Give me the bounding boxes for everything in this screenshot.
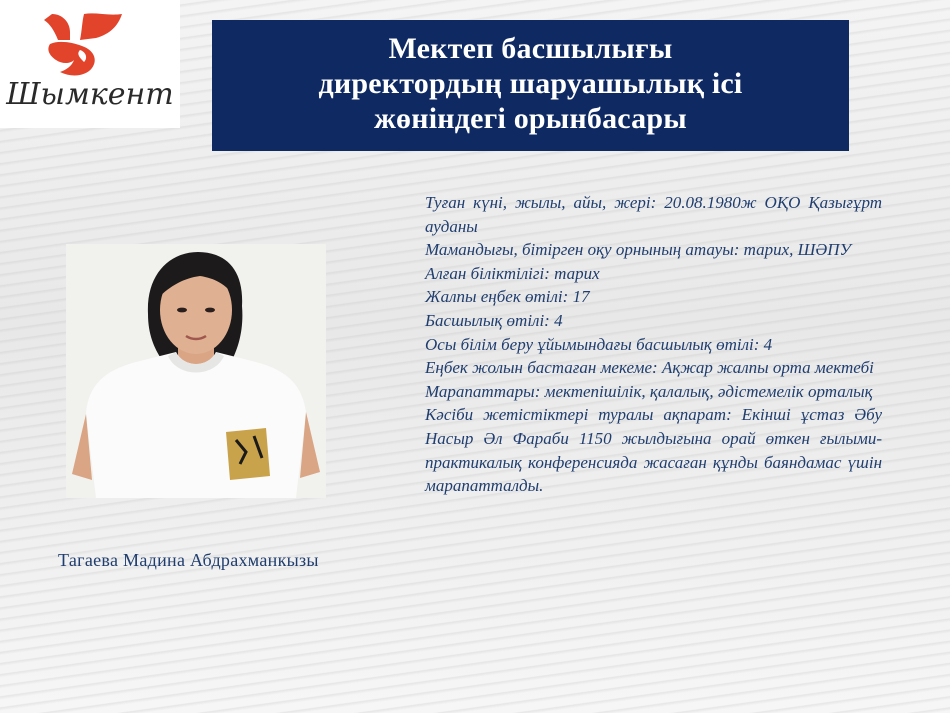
portrait-image xyxy=(66,244,326,498)
title-line-2: директордың шаруашылық ісі xyxy=(318,67,743,100)
logo-text: Шымкент xyxy=(6,77,174,112)
info-first-workplace: Еңбек жолын бастаған мекеме: Ақжар жалпы орта мектебі xyxy=(425,358,874,378)
info-org-management-experience: Осы білім беру ұйымындағы басшылық өтілі: 4 xyxy=(425,334,773,354)
info-block xyxy=(425,191,882,498)
title-line-1: Мектеп басшылығы xyxy=(388,32,673,65)
title-line-3: жөніндегі орынбасары xyxy=(374,102,687,135)
info-achievements: Кәсіби жетістіктері туралы ақпарат: Екінші ұстаз Әбу Насыр Әл Фараби 1150 жылдығына орай өткен ғылыми-практикалық конференсияда жасаған құнды баяндамас үшін марапатталды. xyxy=(425,405,882,496)
info-specialty: Мамандығы, бітірген оқу орнының атауы: тарих, ШӘПУ xyxy=(425,240,851,260)
title-banner xyxy=(212,20,849,151)
info-total-experience: Жалпы еңбек өтілі: 17 xyxy=(425,287,590,307)
info-birth: Туған күні, жылы, айы, жері: 20.08.1980ж ОҚО Қазығұрт ауданы xyxy=(425,193,882,236)
info-management-experience: Басшылық өтілі: 4 xyxy=(425,310,563,330)
city-emblem-icon xyxy=(0,0,180,128)
info-awards: Марапаттары: мектепішілік, қалалық, әдістемелік орталық xyxy=(425,381,873,401)
person-name: Тагаева Мадина Абдрахманкызы xyxy=(58,550,319,570)
info-qualification: Алған біліктілігі: тарих xyxy=(425,263,600,283)
person-photo xyxy=(66,244,326,498)
logo xyxy=(0,0,180,128)
